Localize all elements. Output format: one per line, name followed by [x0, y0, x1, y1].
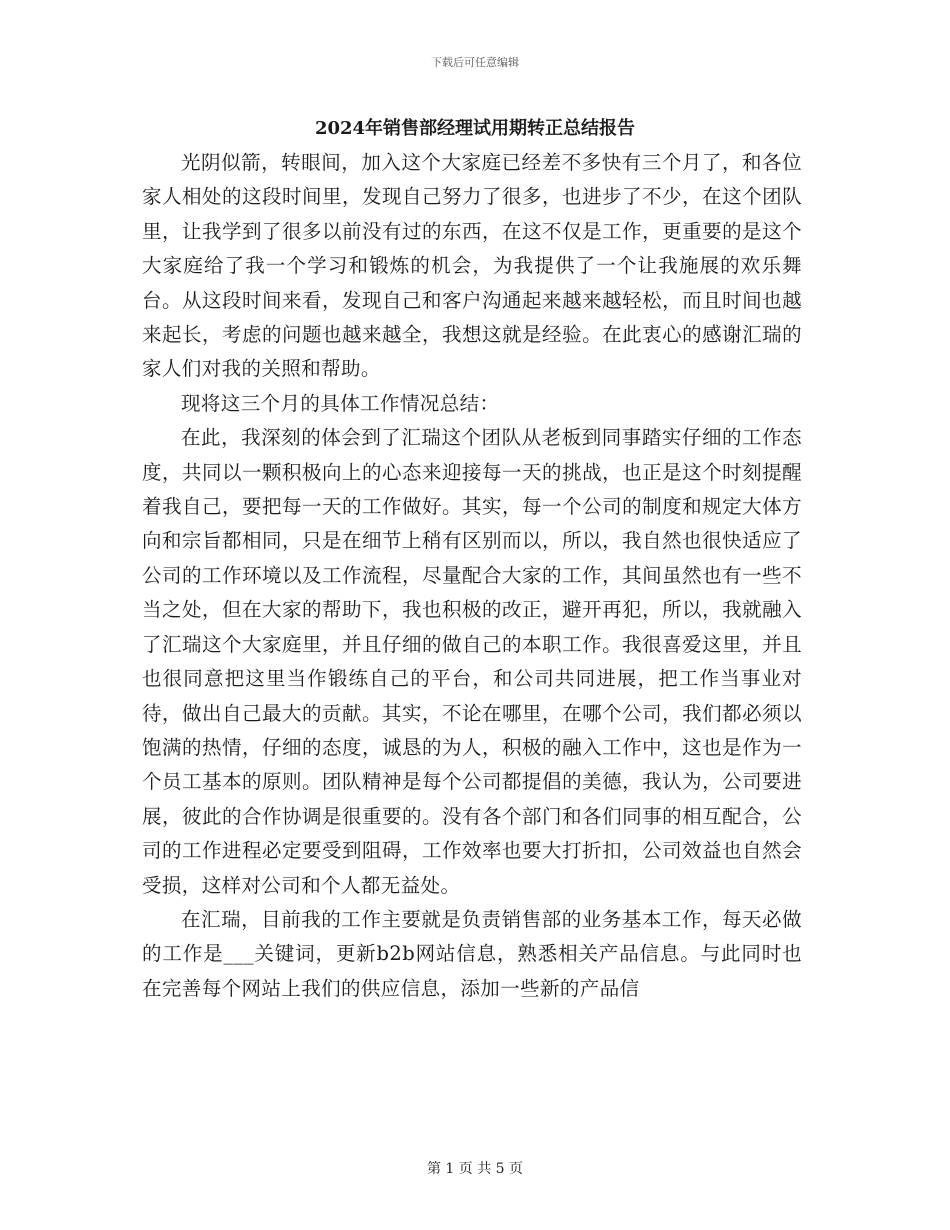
paragraph-work-duties: 在汇瑞，目前我的工作主要就是负责销售部的业务基本工作，每天必做的工作是___关键词，更新b2b网站信息，熟悉相关产品信息。与此同时也在完善每个网站上我们的供应信息，添加一些新的产品信 — [142, 907, 802, 1000]
paragraph-summary-lead: 现将这三个月的具体工作情况总结： — [181, 391, 500, 415]
document-title: 2024年销售部经理试用期转正总结报告 — [314, 118, 636, 139]
page-number: 第 1 页 共 5 页 — [426, 1161, 524, 1177]
paragraph-intro: 光阴似箭，转眼间，加入这个大家庭已经差不多快有三个月了，和各位家人相处的这段时间里，发现自己努力了很多，也进步了不少，在这个团队里，让我学到了很多以前没有过的东西，在这不仅是工作，更重要的是这个大家庭给了我一个学习和锻炼的机会，为我提供了一个让我施展的欢乐舞台。从这段时间来看，发现自己和客户沟通起来越来越轻松，而且时间也越来起长，考虑的问题也越来越全，我想这就是经验。在此衷心的感谢汇瑞的家人们对我的关照和帮助。 — [142, 151, 802, 381]
paragraph-team-experience: 在此，我深刻的体会到了汇瑞这个团队从老板到同事踏实仔细的工作态度，共同以一颗积极向上的心态来迎接每一天的挑战，也正是这个时刻提醒着我自己，要把每一天的工作做好。其实，每一个公司的制度和规定大体方向和宗旨都相同，只是在细节上稍有区别而以，所以，我自然也很快适应了公司的工作环境以及工作流程，尽量配合大家的工作，其间虽然也有一些不当之处，但在大家的帮助下，我也积极的改正，避开再犯，所以，我就融入了汇瑞这个大家庭里，并且仔细的做自己的本职工作。我很喜爱这里，并且也很同意把这里当作锻练自己的平台，和公司共同进展，把工作当事业对待，做出自己最大的贡献。其实，不论在哪里，在哪个公司，我们都必须以饱满的热情，仔细的态度，诚恳的为人，积极的融入工作中，这也是作为一个员工基本的原则。团队精神是每个公司都提倡的美德，我认为，公司要进展，彼此的合作协调是很重要的。没有各个部门和各们同事的相互配合，公司的工作进程必定要受到阻碍，工作效率也要大打折扣，公司效益也自然会受损，这样对公司和个人都无益处。 — [142, 426, 802, 897]
header-note: 下载后可任意编辑 — [431, 56, 519, 69]
document-body — [142, 146, 802, 1006]
